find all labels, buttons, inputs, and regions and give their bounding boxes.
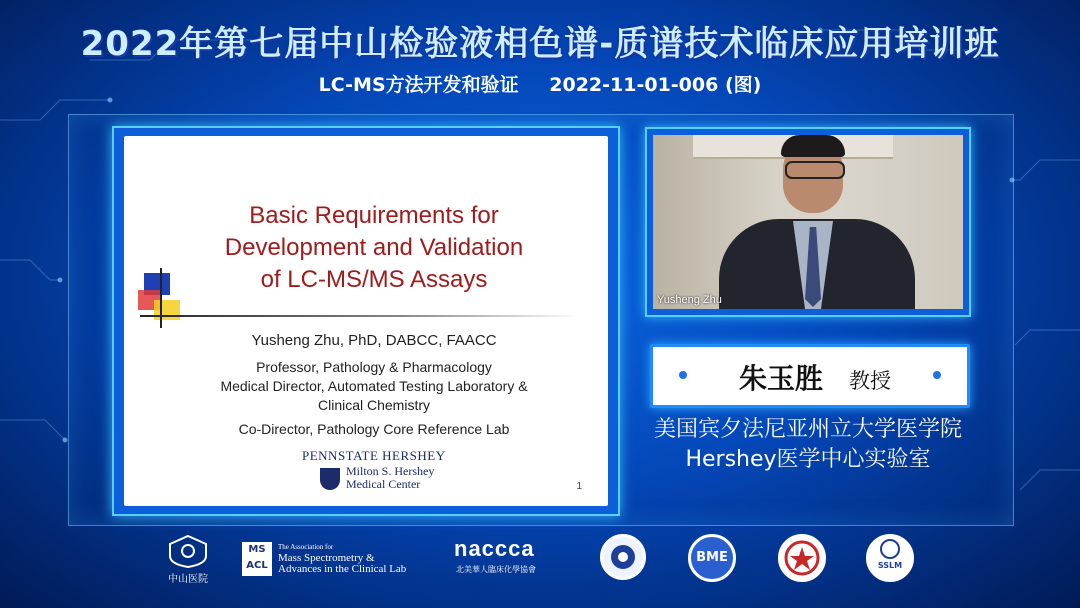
session-topic: LC-MS方法开发和验证	[318, 74, 519, 96]
glasses-icon	[785, 161, 845, 179]
slide-title-line: of LC-MS/MS Assays	[260, 266, 488, 293]
msacl-line: Mass Spectrometry &	[278, 552, 375, 564]
speaker-affiliation-line: 美国宾夕法尼亚州立大学医学院	[653, 417, 962, 442]
pennstate-hershey-logo-text: PENNSTATE HERSHEY	[302, 448, 446, 463]
slide-decor-line	[160, 268, 162, 328]
dot-icon	[679, 371, 687, 379]
naccca-chinese-name: 北美華人臨床化學協會	[456, 565, 536, 574]
presentation-slide-panel	[112, 126, 620, 516]
speaker-title: 教授	[849, 369, 891, 393]
medical-center-logo-text	[346, 465, 434, 491]
shield-icon	[320, 468, 340, 490]
slide-title-line: Basic Requirements for	[249, 202, 499, 229]
speaker-hair	[781, 135, 845, 157]
society-seal-logo	[778, 534, 826, 582]
msacl-logo	[242, 542, 272, 576]
banner-title: 2022年第七届中山检验液相色谱-质谱技术临床应用培训班	[80, 24, 1000, 64]
msacl-abbr: ACL	[246, 560, 268, 571]
speaker-name-bar	[650, 344, 970, 408]
slide-affiliation-line: Medical Director, Automated Testing Laboratory &	[220, 378, 528, 394]
sponsor-logo-strip	[0, 530, 1080, 608]
logo-line: Milton S. Hershey	[346, 464, 435, 478]
speaker-affiliation-line: Hershey医学中心实验室	[685, 447, 931, 472]
association-seal-logo	[600, 534, 646, 580]
slide-affiliation-line: Clinical Chemistry	[317, 397, 431, 413]
speaker-video	[653, 135, 963, 309]
naccca-logo: naccca	[454, 536, 535, 561]
slide-decor-square	[154, 300, 180, 320]
logo-line: Medical Center	[346, 477, 421, 491]
slide-title-line: Development and Validation	[224, 234, 524, 261]
speaker-name: 朱玉胜	[739, 362, 824, 395]
dot-icon	[933, 371, 941, 379]
slide-affiliation-line: Professor, Pathology & Pharmacology	[256, 359, 492, 375]
slide-affiliation-line: Co-Director, Pathology Core Reference Lab	[238, 421, 510, 437]
bme-label: BME	[696, 550, 728, 565]
speaker-video-panel	[645, 127, 971, 317]
slide-page-number: 1	[576, 481, 582, 492]
sslm-label: SSLM	[877, 561, 903, 570]
msacl-line: The Association for	[278, 543, 334, 551]
msacl-line: Advances in the Clinical Lab	[278, 563, 407, 575]
hospital-logo	[166, 534, 210, 585]
session-subtitle	[0, 70, 1080, 97]
bme-logo	[688, 534, 736, 582]
slide-title	[174, 200, 574, 296]
slide-author: Yusheng Zhu, PhD, DABCC, FAACC	[251, 332, 497, 349]
session-code: 2022-11-01-006 (图)	[549, 74, 762, 96]
presentation-slide	[124, 136, 608, 506]
hospital-name: 中山医院	[168, 574, 208, 585]
msacl-text	[278, 542, 406, 575]
participant-name-label: Yusheng Zhu	[657, 294, 722, 306]
sslm-logo	[866, 534, 914, 582]
msacl-abbr: MS	[248, 544, 266, 555]
slide-divider	[140, 315, 580, 317]
